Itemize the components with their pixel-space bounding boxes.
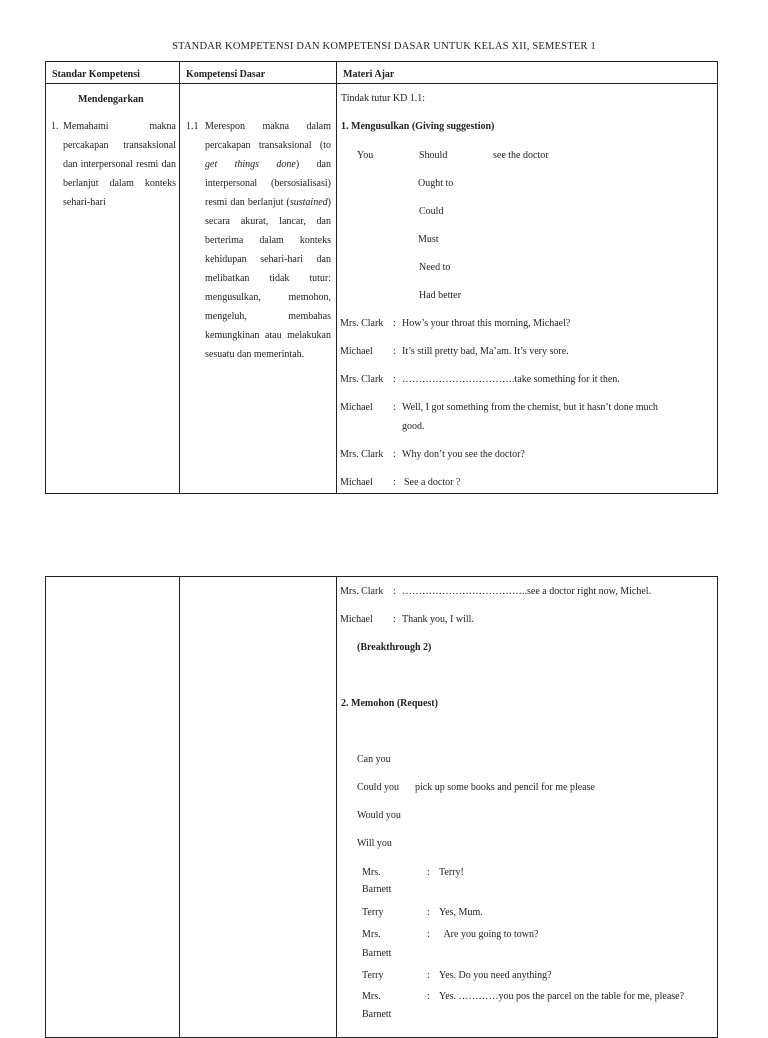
dialog-speaker: Michael: [340, 346, 373, 357]
dialog-colon: :: [427, 867, 430, 878]
competency-table-page1: [45, 61, 718, 494]
dialog-line: Are you going to town?: [439, 929, 539, 940]
dialog-speaker: Mrs. Clark: [340, 449, 384, 460]
dialog-colon: :: [393, 374, 396, 385]
dialog-line-continued: good.: [402, 421, 425, 432]
dialog-colon: :: [393, 346, 396, 357]
cell-materi-ajar-continued: [337, 577, 718, 1038]
header-materi-ajar: Materi Ajar: [337, 62, 718, 84]
dialog-speaker-continued: Barnett: [362, 884, 392, 895]
kd-text-b: ) dan interpersonal (bersosialisasi) resmi dan berlanjut (: [205, 159, 331, 208]
s2-phrase: Will you: [357, 838, 392, 849]
dialog-speaker: Michael: [340, 614, 373, 625]
s1-modal: Must: [418, 234, 439, 245]
kd-text-c: ) secara akurat, lancar, dan berterima dalam konteks kehidupan sehari-hari dan melibatkan tidak tutur: mengusulkan, memohon, mengeluh, membahas kemungkinan atau melakukan sesuatu dan memerintah.: [205, 197, 331, 360]
cell-standar-kompetensi: [46, 84, 180, 494]
kd-text-b-italic: sustained: [289, 197, 328, 208]
dialog-speaker: Mrs. Clark: [340, 318, 384, 329]
document-title: STANDAR KOMPETENSI DAN KOMPETENSI DASAR UNTUK KELAS XII, SEMESTER 1: [172, 41, 596, 52]
kd-text-a-italic: get things done: [205, 159, 296, 170]
dialog-colon: :: [393, 402, 396, 413]
dialog-speaker: Terry: [362, 970, 384, 981]
s1-modal: Ought to: [418, 178, 454, 189]
dialog-colon: :: [393, 614, 396, 625]
dialog-speaker-continued: Barnett: [362, 1009, 392, 1020]
dialog-line: It’s still pretty bad, Ma’am. It’s very sore.: [402, 346, 569, 357]
s1-modal: Could: [419, 206, 444, 217]
source-citation: (Breakthrough 2): [357, 642, 432, 653]
dialog-colon: :: [393, 586, 396, 597]
s2-phrase: Would you: [357, 810, 401, 821]
dialog-speaker: Michael: [340, 402, 373, 413]
section-2-title: 2. Memohon (Request): [341, 698, 438, 709]
sk-section-title: Mendengarkan: [78, 94, 144, 105]
sk-text: Memahami makna percakapan transaksional dan interpersonal resmi dan berlanjut dalam konteks sehari-hari: [63, 121, 176, 208]
dialog-speaker: Michael: [340, 477, 373, 488]
header-standar-kompetensi: Standar Kompetensi: [46, 62, 180, 84]
kd-text-a: Merespon makna dalam percakapan transaksional (to: [205, 121, 331, 151]
header-kompetensi-dasar: Kompetensi Dasar: [180, 62, 337, 84]
cell-materi-ajar: [337, 84, 718, 494]
dialog-line: Yes. Do you need anything?: [439, 970, 552, 981]
s1-modal: Had better: [419, 290, 461, 301]
dialog-speaker: Mrs. Clark: [340, 374, 384, 385]
s1-modal: Need to: [419, 262, 451, 273]
dialog-line: Why don’t you see the doctor?: [402, 449, 525, 460]
s1-subject: You: [357, 150, 374, 161]
dialog-speaker-continued: Barnett: [362, 948, 392, 959]
cell-kompetensi-dasar-empty: [180, 577, 337, 1038]
competency-table-page2: [45, 576, 718, 1038]
dialog-colon: :: [393, 449, 396, 460]
dialog-line: How’s your throat this morning, Michael?: [402, 318, 571, 329]
materi-intro: Tindak tutur KD 1.1:: [341, 93, 426, 104]
dialog-line: Terry!: [439, 867, 464, 878]
cell-standar-kompetensi-empty: [46, 577, 180, 1038]
dialog-colon: :: [427, 970, 430, 981]
dialog-line: Yes. …………you pos the parcel on the table for me, please?: [439, 991, 685, 1002]
dialog-colon: :: [427, 907, 430, 918]
table-header-row: [46, 62, 718, 84]
dialog-line: ………………………………..see a doctor right now, Michel.: [402, 586, 652, 597]
kd-number: 1.1: [186, 121, 199, 132]
dialog-speaker: Terry: [362, 907, 384, 918]
kd-text: [205, 117, 331, 364]
dialog-speaker: Mrs.: [362, 929, 381, 940]
s1-object: see the doctor: [493, 150, 549, 161]
section-1-title: 1. Mengusulkan (Giving suggestion): [341, 121, 495, 132]
dialog-colon: :: [393, 477, 396, 488]
dialog-line: …………………………….take something for it then.: [402, 374, 620, 385]
table-body-row: [46, 84, 718, 494]
dialog-line: See a doctor ?: [404, 477, 461, 488]
table-body-row: [46, 577, 718, 1038]
s2-object: pick up some books and pencil for me please: [415, 782, 595, 793]
dialog-line: Yes, Mum.: [439, 907, 483, 918]
dialog-line: Thank you, I will.: [402, 614, 474, 625]
cell-kompetensi-dasar: [180, 84, 337, 494]
sk-number: 1.: [51, 121, 59, 132]
dialog-line: Well, I got something from the chemist, but it hasn’t done much: [402, 402, 658, 413]
dialog-colon: :: [393, 318, 396, 329]
s1-modal: Should: [419, 150, 448, 161]
dialog-speaker: Mrs. Clark: [340, 586, 384, 597]
dialog-speaker: Mrs.: [362, 867, 381, 878]
dialog-colon: :: [427, 929, 430, 940]
s2-phrase: Can you: [357, 754, 391, 765]
dialog-speaker: Mrs.: [362, 991, 381, 1002]
s2-phrase: Could you: [357, 782, 399, 793]
dialog-colon: :: [427, 991, 430, 1002]
